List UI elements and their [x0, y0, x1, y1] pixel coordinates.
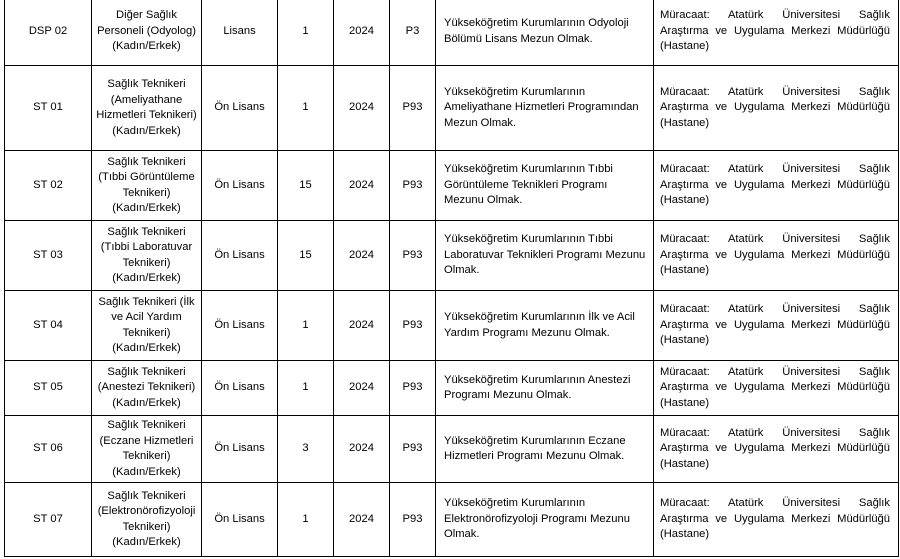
quota-count: 1: [278, 66, 334, 151]
positions-table-body: [5, 0, 899, 557]
application-text: Müracaat: Atatürk Üniversitesi Sağlık Araştırma ve Uygulama Merkezi Müdürlüğü (Hastane): [654, 0, 899, 66]
education-level: Ön Lisans: [202, 483, 278, 557]
kpss-score-type: P93: [390, 361, 436, 416]
kpss-score-type: P93: [390, 483, 436, 557]
position-code: ST 01: [5, 66, 92, 151]
education-level: Ön Lisans: [202, 361, 278, 416]
requirement-text: Yükseköğretim Kurumlarının İlk ve Acil Yardım Programı Mezunu Olmak.: [436, 291, 654, 361]
position-code: ST 03: [5, 221, 92, 291]
position-code: ST 04: [5, 291, 92, 361]
requirement-text: Yükseköğretim Kurumlarının Tıbbi Görüntüleme Teknikleri Programı Mezunu Olmak.: [436, 151, 654, 221]
kpss-score-type: P93: [390, 416, 436, 483]
positions-table: [4, 0, 899, 557]
position-code: ST 06: [5, 416, 92, 483]
kpss-year: 2024: [334, 291, 390, 361]
requirement-text: Yükseköğretim Kurumlarının Odyoloji Bölümü Lisans Mezun Olmak.: [436, 0, 654, 66]
table-row: [5, 66, 899, 151]
kpss-year: 2024: [334, 416, 390, 483]
kpss-score-type: P93: [390, 66, 436, 151]
quota-count: 15: [278, 221, 334, 291]
table-row: [5, 151, 899, 221]
requirement-text: Yükseköğretim Kurumlarının Anestezi Programı Mezunu Olmak.: [436, 361, 654, 416]
quota-count: 1: [278, 361, 334, 416]
position-title: Sağlık Teknikeri (Elektronörofizyoloji Teknikeri) (Kadın/Erkek): [92, 483, 202, 557]
quota-count: 1: [278, 291, 334, 361]
kpss-year: 2024: [334, 483, 390, 557]
quota-count: 3: [278, 416, 334, 483]
requirement-text: Yükseköğretim Kurumlarının Elektronörofizyoloji Programı Mezunu Olmak.: [436, 483, 654, 557]
kpss-year: 2024: [334, 0, 390, 66]
education-level: Ön Lisans: [202, 66, 278, 151]
table-row: [5, 416, 899, 483]
position-title: Sağlık Teknikeri (Eczane Hizmetleri Teknikeri) (Kadın/Erkek): [92, 416, 202, 483]
requirement-text: Yükseköğretim Kurumlarının Ameliyathane Hizmetleri Programından Mezun Olmak.: [436, 66, 654, 151]
table-row: [5, 221, 899, 291]
education-level: Ön Lisans: [202, 416, 278, 483]
kpss-score-type: P93: [390, 221, 436, 291]
table-row: [5, 483, 899, 557]
application-text: Müracaat: Atatürk Üniversitesi Sağlık Araştırma ve Uygulama Merkezi Müdürlüğü (Hastane): [654, 483, 899, 557]
requirement-text: Yükseköğretim Kurumlarının Eczane Hizmetleri Programı Mezunu Olmak.: [436, 416, 654, 483]
kpss-score-type: P3: [390, 0, 436, 66]
position-title: Sağlık Teknikeri (İlk ve Acil Yardım Teknikeri) (Kadın/Erkek): [92, 291, 202, 361]
application-text: Müracaat: Atatürk Üniversitesi Sağlık Araştırma ve Uygulama Merkezi Müdürlüğü (Hastane): [654, 416, 899, 483]
position-code: ST 05: [5, 361, 92, 416]
application-text: Müracaat: Atatürk Üniversitesi Sağlık Araştırma ve Uygulama Merkezi Müdürlüğü (Hastane): [654, 291, 899, 361]
education-level: Ön Lisans: [202, 221, 278, 291]
education-level: Ön Lisans: [202, 151, 278, 221]
requirement-text: Yükseköğretim Kurumlarının Tıbbi Laboratuvar Teknikleri Programı Mezunu Olmak.: [436, 221, 654, 291]
kpss-score-type: P93: [390, 291, 436, 361]
application-text: Müracaat: Atatürk Üniversitesi Sağlık Araştırma ve Uygulama Merkezi Müdürlüğü (Hastane): [654, 221, 899, 291]
application-text: Müracaat: Atatürk Üniversitesi Sağlık Araştırma ve Uygulama Merkezi Müdürlüğü (Hastane): [654, 361, 899, 416]
kpss-year: 2024: [334, 361, 390, 416]
education-level: Ön Lisans: [202, 291, 278, 361]
position-title: Diğer Sağlık Personeli (Odyolog) (Kadın/Erkek): [92, 0, 202, 66]
quota-count: 15: [278, 151, 334, 221]
position-code: DSP 02: [5, 0, 92, 66]
position-title: Sağlık Teknikeri (Anestezi Teknikeri) (Kadın/Erkek): [92, 361, 202, 416]
quota-count: 1: [278, 0, 334, 66]
application-text: Müracaat: Atatürk Üniversitesi Sağlık Araştırma ve Uygulama Merkezi Müdürlüğü (Hastane): [654, 66, 899, 151]
application-text: Müracaat: Atatürk Üniversitesi Sağlık Araştırma ve Uygulama Merkezi Müdürlüğü (Hastane): [654, 151, 899, 221]
kpss-year: 2024: [334, 151, 390, 221]
table-row: [5, 0, 899, 66]
kpss-year: 2024: [334, 221, 390, 291]
position-title: Sağlık Teknikeri (Ameliyathane Hizmetleri Teknikeri) (Kadın/Erkek): [92, 66, 202, 151]
table-row: [5, 291, 899, 361]
education-level: Lisans: [202, 0, 278, 66]
position-title: Sağlık Teknikeri (Tıbbi Laboratuvar Teknikeri) (Kadın/Erkek): [92, 221, 202, 291]
kpss-year: 2024: [334, 66, 390, 151]
position-code: ST 07: [5, 483, 92, 557]
position-code: ST 02: [5, 151, 92, 221]
position-title: Sağlık Teknikeri (Tıbbi Görüntüleme Teknikeri) (Kadın/Erkek): [92, 151, 202, 221]
quota-count: 1: [278, 483, 334, 557]
table-row: [5, 361, 899, 416]
kpss-score-type: P93: [390, 151, 436, 221]
